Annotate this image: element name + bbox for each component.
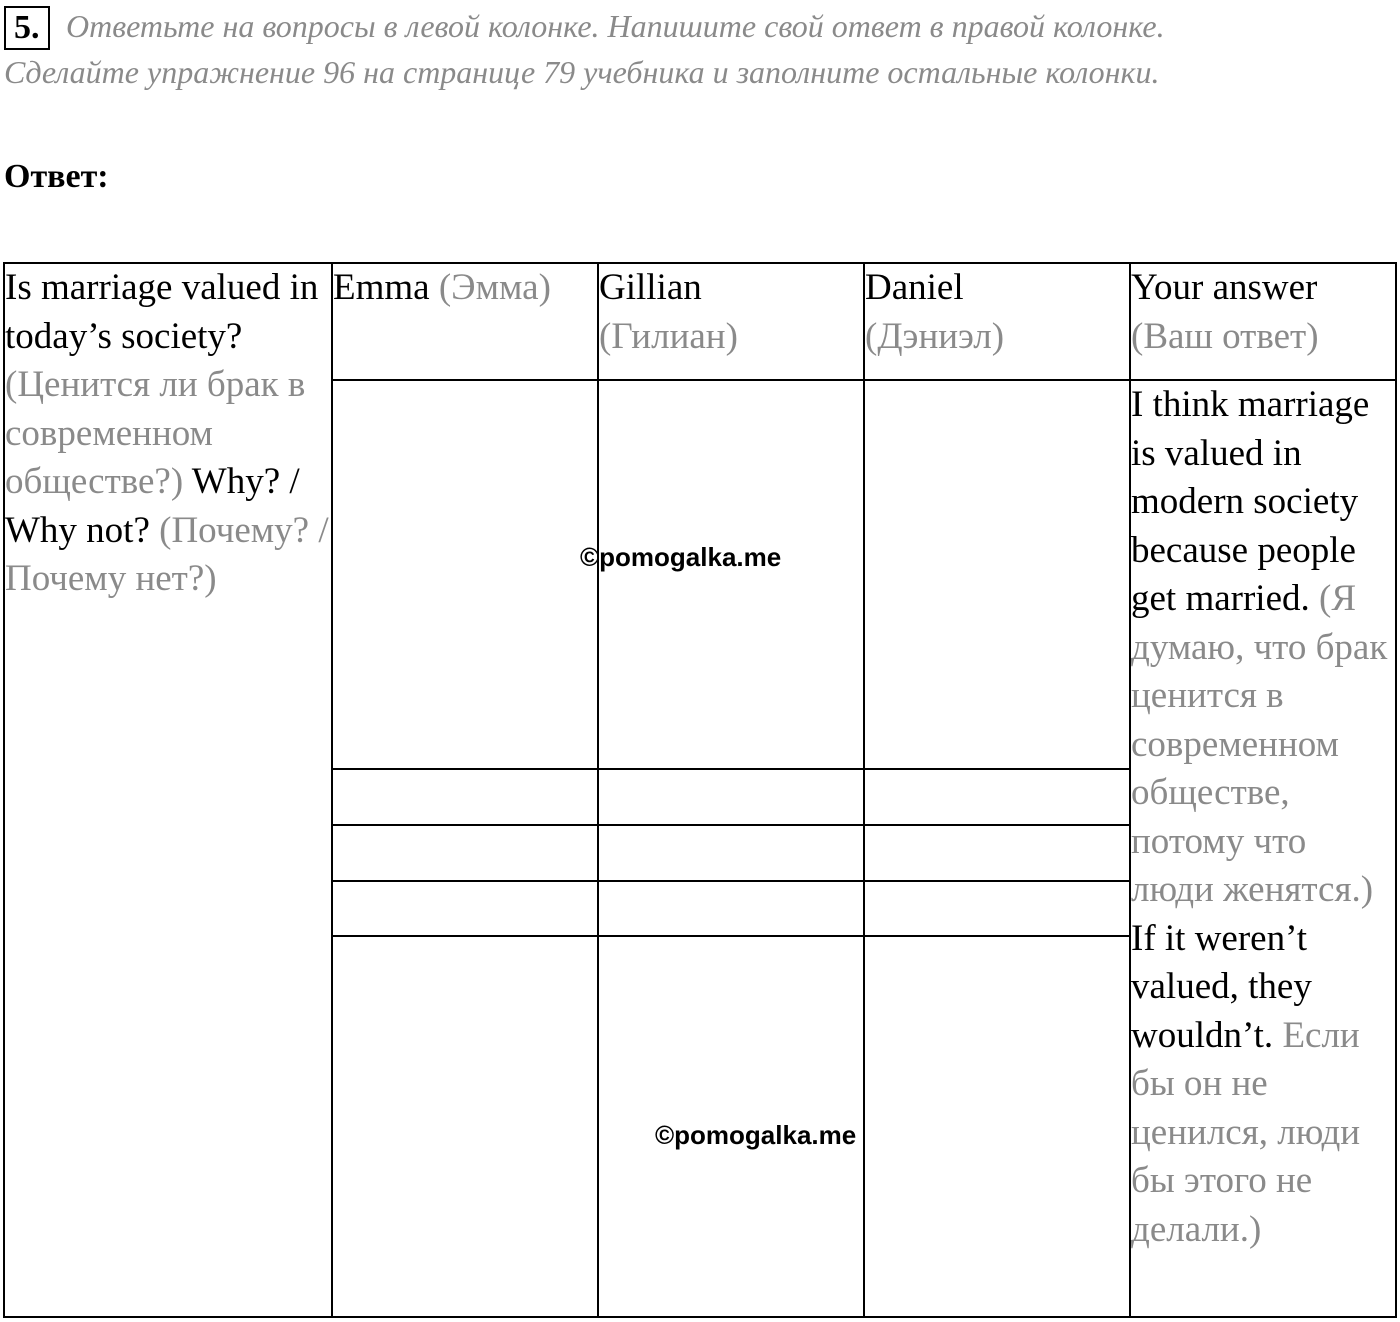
table-divider bbox=[863, 264, 865, 1316]
table-divider bbox=[331, 768, 1131, 770]
table-divider bbox=[331, 264, 333, 1316]
question-cell bbox=[5, 264, 329, 604]
table-divider bbox=[597, 264, 599, 1316]
question-ru: (Ценится ли брак в современном обществе?) bbox=[5, 364, 306, 502]
question-en: Is marriage valued in today’s society? bbox=[5, 267, 319, 357]
table-divider bbox=[331, 880, 1131, 882]
header-your-answer: Your answer (Ваш ответ) bbox=[1131, 267, 1319, 357]
table-divider bbox=[331, 824, 1131, 826]
watermark: ©pomogalka.me bbox=[580, 542, 782, 572]
header-emma: Emma (Эмма) bbox=[333, 267, 551, 308]
your-answer-en-2: If it weren’t valued, they wouldn’t. bbox=[1131, 917, 1312, 1056]
your-answer-ru-2: Если бы он не ценился, люди бы этого не делали.) bbox=[1131, 1014, 1361, 1250]
instruction-line-2: Сделайте упражнение 96 на странице 79 учебника и заполните остальные колонки. bbox=[4, 54, 1160, 90]
answer-heading: Ответ: bbox=[4, 158, 109, 195]
your-answer-cell bbox=[1131, 381, 1397, 1254]
header-daniel: Daniel (Дэниэл) bbox=[865, 267, 1005, 357]
header-gillian: Gillian (Гилиан) bbox=[599, 267, 738, 357]
table-divider bbox=[331, 935, 1131, 937]
instruction-line-1: Ответьте на вопросы в левой колонке. Напишите свой ответ в правой колонке. bbox=[66, 8, 1165, 44]
your-answer-en: I think marriage is valued in modern society because people get married. bbox=[1131, 384, 1370, 619]
watermark: ©pomogalka.me bbox=[655, 1120, 857, 1150]
question-why-ru: (Почему? / Почему нет?) bbox=[5, 509, 329, 599]
question-why: Why? / Why not? bbox=[5, 461, 300, 551]
your-answer-ru: (Я думаю, что брак ценится в современном обществе, потому что люди женятся.) bbox=[1131, 578, 1388, 910]
task-number: 5. bbox=[4, 6, 50, 50]
answer-table bbox=[3, 262, 1397, 1318]
